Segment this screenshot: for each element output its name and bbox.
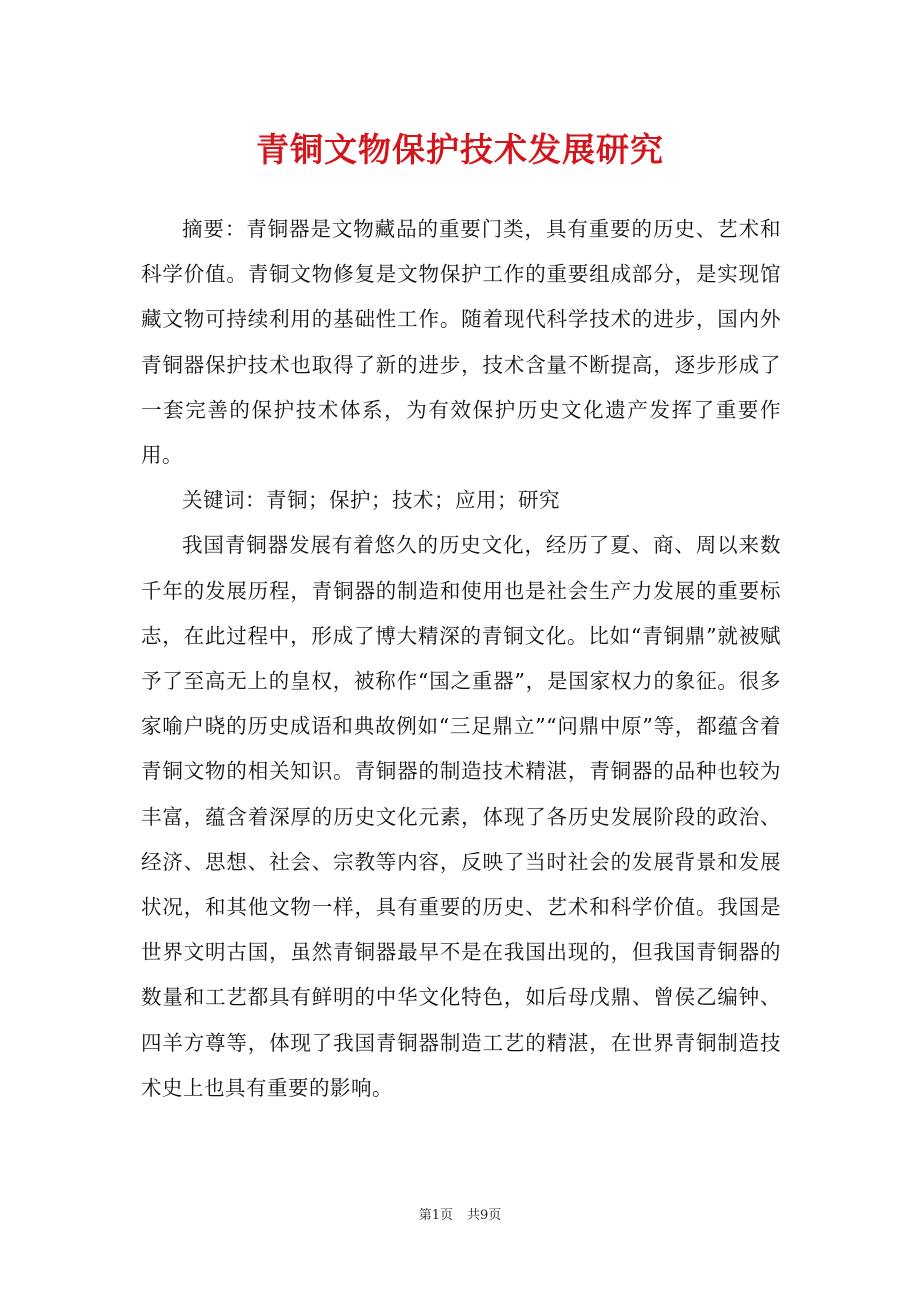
document-title: 青铜文物保护技术发展研究 [256,130,664,169]
abstract-paragraph: 摘要：青铜器是文物藏品的重要门类，具有重要的历史、艺术和科学价值。青铜文物修复是文物保护工作的重要组成部分，是实现馆藏文物可持续利用的基础性工作。随着现代科学技术的进步，国内外青铜器保护技术也取得了新的进步，技术含量不断提高，逐步形成了一套完善的保护技术体系，为有效保护历史文化遗产发挥了重要作用。 [141,217,781,468]
page-footer [0,1207,920,1225]
document-body [141,207,781,1111]
keywords-paragraph: 关键词：青铜；保护；技术；应用；研究 [182,488,560,513]
page-number: 第1页 [418,1208,453,1223]
body-paragraph: 我国青铜器发展有着悠久的历史文化，经历了夏、商、周以来数千年的发展历程，青铜器的制造和使用也是社会生产力发展的重要标志，在此过程中，形成了博大精深的青铜文化。比如“青铜鼎”就被赋予了至高无上的皇权，被称作“国之重器”，是国家权力的象征。很多家喻户晓的历史成语和典故例如“三足鼎立”“问鼎中原”等，都蕴含着青铜文物的相关知识。青铜器的制造技术精湛，青铜器的品种也较为丰富，蕴含着深厚的历史文化元素，体现了各历史发展阶段的政治、经济、思想、社会、宗教等内容，反映了当时社会的发展背景和发展状况，和其他文物一样，具有重要的历史、艺术和科学价值。我国是世界文明古国，虽然青铜器最早不是在我国出现的，但我国青铜器的数量和工艺都具有鲜明的中华文化特色，如后母戊鼎、曾侯乙编钟、四羊方尊等，体现了我国青铜器制造工艺的精湛，在世界青铜制造技术史上也具有重要的影响。 [141,533,781,1100]
page-total: 共9页 [467,1208,502,1223]
